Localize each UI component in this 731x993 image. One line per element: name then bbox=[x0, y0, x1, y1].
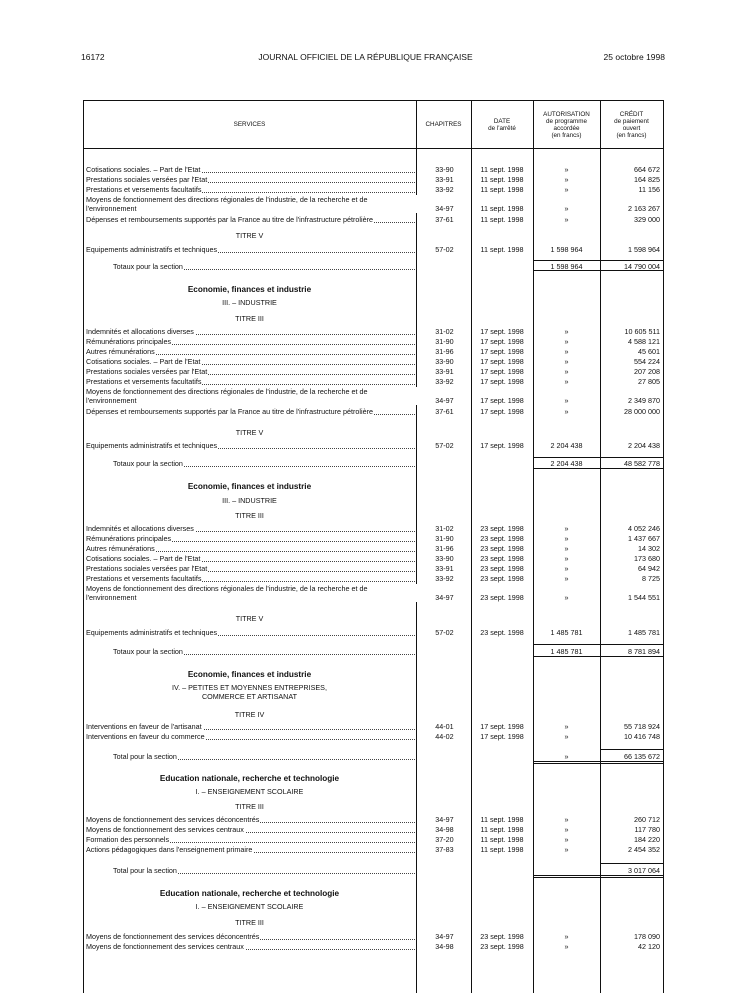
table-row bbox=[83, 195, 664, 214]
issue-date: 25 octobre 1998 bbox=[603, 52, 665, 62]
row-label: Equipements administratifs et techniques bbox=[86, 628, 218, 637]
autorisation-value: » bbox=[564, 396, 569, 405]
arrete-date: 17 sept. 1998 bbox=[480, 441, 524, 450]
row-label: Economie, finances et industrie bbox=[187, 670, 312, 679]
autorisation-value: » bbox=[564, 524, 569, 533]
arrete-date: 23 sept. 1998 bbox=[480, 564, 524, 573]
total-double-rule bbox=[600, 761, 663, 764]
total-rule bbox=[600, 656, 663, 657]
table-row bbox=[83, 564, 664, 574]
chapter-code: 31-90 bbox=[435, 337, 454, 346]
chapter-code: 33-90 bbox=[435, 165, 454, 174]
table-row bbox=[83, 357, 664, 367]
autorisation-value: » bbox=[564, 732, 569, 741]
row-label: Totaux pour la section bbox=[113, 262, 183, 271]
row-label: Rémunérations principales bbox=[86, 534, 172, 543]
credit-value: 10 416 748 bbox=[624, 732, 660, 741]
autorisation-value: » bbox=[564, 544, 569, 553]
journal-title: JOURNAL OFFICIEL DE LA RÉPUBLIQUE FRANÇAISE bbox=[258, 52, 473, 62]
section-heading bbox=[83, 889, 664, 899]
credit-value: 14 790 004 bbox=[624, 262, 660, 271]
chapter-code: 31-02 bbox=[435, 327, 454, 336]
chapter-code: 33-91 bbox=[435, 367, 454, 376]
header-date: DATE de l'arrêté bbox=[488, 117, 516, 132]
table-body bbox=[83, 101, 664, 993]
table-row bbox=[83, 835, 664, 845]
arrete-date: 23 sept. 1998 bbox=[480, 932, 524, 941]
autorisation-value: » bbox=[564, 932, 569, 941]
autorisation-value: » bbox=[564, 722, 569, 731]
autorisation-value: » bbox=[564, 367, 569, 376]
total-rule bbox=[600, 260, 663, 261]
chapter-code: 33-91 bbox=[435, 175, 454, 184]
row-label: Prestations sociales versées par l'Etat bbox=[86, 564, 208, 573]
row-label: TITRE III bbox=[235, 918, 264, 927]
autorisation-value: » bbox=[564, 835, 569, 844]
credit-value: 4 588 121 bbox=[628, 337, 660, 346]
row-label: Dépenses et remboursements supportés par la France au titre de l'infrastructure pétrolière bbox=[86, 407, 374, 416]
row-label: Formation des personnels bbox=[86, 835, 170, 844]
table-row bbox=[83, 584, 664, 603]
row-label: Prestations sociales versées par l'Etat bbox=[86, 175, 208, 184]
credit-value: 173 680 bbox=[634, 554, 660, 563]
row-label: Dépenses et remboursements supportés par la France au titre de l'infrastructure pétrolière bbox=[86, 215, 374, 224]
row-label: Autres rémunérations bbox=[86, 347, 155, 356]
arrete-date: 23 sept. 1998 bbox=[480, 544, 524, 553]
arrete-date: 23 sept. 1998 bbox=[480, 593, 524, 602]
total-rule bbox=[600, 863, 663, 864]
credit-value: 14 302 bbox=[638, 544, 660, 553]
autorisation-value: 1 598 964 bbox=[550, 262, 583, 271]
row-label: Education nationale, recherche et technologie bbox=[159, 889, 340, 898]
chapter-code: 33-90 bbox=[435, 357, 454, 366]
row-label: TITRE IV bbox=[234, 710, 265, 719]
autorisation-value: 2 204 438 bbox=[550, 459, 583, 468]
section-heading bbox=[83, 298, 664, 308]
row-label: III. – INDUSTRIE bbox=[222, 298, 277, 307]
chapter-code: 33-90 bbox=[435, 554, 454, 563]
chapter-code: 44-01 bbox=[435, 722, 454, 731]
chapter-code: 37-61 bbox=[435, 215, 454, 224]
credit-value: 66 135 672 bbox=[624, 752, 660, 761]
row-label: Moyens de fonctionnement des services déconcentrés bbox=[86, 932, 260, 941]
row-label: Prestations et versements facultatifs bbox=[86, 574, 202, 583]
credit-value: 1 544 551 bbox=[628, 593, 660, 602]
chapter-code: 57-02 bbox=[435, 245, 454, 254]
header-credit: CRÉDIT de paiement ouvert (en francs) bbox=[614, 110, 649, 139]
chapter-code: 44-02 bbox=[435, 732, 454, 741]
total-rule bbox=[533, 270, 600, 271]
credit-value: 1 485 781 bbox=[628, 628, 660, 637]
arrete-date: 17 sept. 1998 bbox=[480, 327, 524, 336]
total-rule bbox=[533, 260, 600, 261]
table-row bbox=[83, 441, 664, 451]
total-double-rule bbox=[533, 761, 600, 764]
row-label: COMMERCE ET ARTISANAT bbox=[201, 692, 298, 701]
chapter-code: 34-97 bbox=[435, 204, 454, 213]
chapter-code: 37-61 bbox=[435, 407, 454, 416]
credit-value: 55 718 924 bbox=[624, 722, 660, 731]
row-label: Indemnités et allocations diverses bbox=[86, 524, 194, 533]
table-row bbox=[83, 185, 664, 195]
row-label: Rémunérations principales bbox=[86, 337, 172, 346]
row-label: Cotisations sociales. – Part de l'Etat bbox=[86, 165, 201, 174]
row-label: Moyens de fonctionnement des directions régionales de l'industrie, de la recherche et de l'environnement bbox=[86, 387, 417, 405]
row-label: Indemnités et allocations diverses bbox=[86, 327, 194, 336]
row-label: Prestations sociales versées par l'Etat bbox=[86, 367, 208, 376]
total-rule bbox=[600, 749, 663, 750]
row-label: TITRE V bbox=[235, 231, 264, 240]
credit-value: 48 582 778 bbox=[624, 459, 660, 468]
chapter-code: 31-96 bbox=[435, 347, 454, 356]
chapter-code: 31-90 bbox=[435, 534, 454, 543]
credit-value: 260 712 bbox=[634, 815, 660, 824]
table-row bbox=[83, 165, 664, 175]
row-label: Total pour la section bbox=[113, 866, 177, 875]
arrete-date: 11 sept. 1998 bbox=[480, 215, 524, 224]
table-row bbox=[83, 722, 664, 732]
table-row bbox=[83, 337, 664, 347]
total-rule bbox=[533, 644, 600, 645]
row-label: Moyens de fonctionnement des services centraux bbox=[86, 825, 244, 834]
table-row bbox=[83, 845, 664, 855]
autorisation-value: » bbox=[564, 554, 569, 563]
table-row bbox=[83, 554, 664, 564]
section-heading bbox=[83, 802, 664, 812]
credit-value: 1 437 667 bbox=[628, 534, 660, 543]
table-row bbox=[83, 377, 664, 387]
credit-value: 664 672 bbox=[634, 165, 660, 174]
table-row bbox=[83, 942, 664, 952]
credit-value: 2 349 870 bbox=[628, 396, 660, 405]
credit-value: 164 825 bbox=[634, 175, 660, 184]
row-label: Moyens de fonctionnement des services centraux bbox=[86, 942, 244, 951]
row-label: Interventions en faveur de l'artisanat bbox=[86, 722, 202, 731]
row-label: TITRE III bbox=[235, 802, 264, 811]
credit-value: 2 454 352 bbox=[628, 845, 660, 854]
arrete-date: 11 sept. 1998 bbox=[480, 204, 524, 213]
row-label: TITRE V bbox=[235, 428, 264, 437]
chapter-code: 57-02 bbox=[435, 628, 454, 637]
row-label: I. – ENSEIGNEMENT SCOLAIRE bbox=[195, 902, 304, 911]
row-label: Actions pédagogiques dans l'enseignement primaire bbox=[86, 845, 253, 854]
section-heading bbox=[83, 482, 664, 492]
table-row bbox=[83, 367, 664, 377]
autorisation-value: » bbox=[564, 215, 569, 224]
autorisation-value: » bbox=[564, 845, 569, 854]
arrete-date: 17 sept. 1998 bbox=[480, 732, 524, 741]
row-label: Autres rémunérations bbox=[86, 544, 155, 553]
arrete-date: 17 sept. 1998 bbox=[480, 407, 524, 416]
section-heading bbox=[83, 614, 664, 624]
row-label: Moyens de fonctionnement des directions régionales de l'industrie, de la recherche et de l'environnement bbox=[86, 195, 417, 213]
autorisation-value: » bbox=[564, 534, 569, 543]
total-rule bbox=[600, 457, 663, 458]
arrete-date: 17 sept. 1998 bbox=[480, 357, 524, 366]
arrete-date: 23 sept. 1998 bbox=[480, 574, 524, 583]
credit-value: 329 000 bbox=[634, 215, 660, 224]
autorisation-value: » bbox=[564, 752, 569, 761]
table-row bbox=[83, 815, 664, 825]
total-double-rule bbox=[600, 875, 663, 878]
total-rule bbox=[600, 468, 663, 469]
section-heading bbox=[83, 670, 664, 680]
row-label: Cotisations sociales. – Part de l'Etat bbox=[86, 357, 201, 366]
credit-value: 207 208 bbox=[634, 367, 660, 376]
section-heading bbox=[83, 511, 664, 521]
autorisation-value: » bbox=[564, 825, 569, 834]
arrete-date: 23 sept. 1998 bbox=[480, 942, 524, 951]
table-row bbox=[83, 628, 664, 638]
total-rule bbox=[533, 468, 600, 469]
autorisation-value: » bbox=[564, 347, 569, 356]
arrete-date: 17 sept. 1998 bbox=[480, 367, 524, 376]
row-label: Economie, finances et industrie bbox=[187, 482, 312, 491]
credit-value: 1 598 964 bbox=[628, 245, 660, 254]
autorisation-value: » bbox=[564, 377, 569, 386]
table-row bbox=[83, 534, 664, 544]
chapter-code: 33-91 bbox=[435, 564, 454, 573]
autorisation-value: 2 204 438 bbox=[550, 441, 583, 450]
credit-value: 117 780 bbox=[634, 825, 660, 834]
autorisation-value: » bbox=[564, 564, 569, 573]
arrete-date: 11 sept. 1998 bbox=[480, 835, 524, 844]
table-row bbox=[83, 732, 664, 742]
autorisation-value: » bbox=[564, 337, 569, 346]
row-label: Moyens de fonctionnement des services déconcentrés bbox=[86, 815, 260, 824]
section-heading bbox=[83, 710, 664, 720]
credit-value: 554 224 bbox=[634, 357, 660, 366]
credit-value: 28 000 000 bbox=[624, 407, 660, 416]
row-label: Prestations et versements facultatifs bbox=[86, 377, 202, 386]
autorisation-value: » bbox=[564, 204, 569, 213]
autorisation-value: » bbox=[564, 574, 569, 583]
arrete-date: 11 sept. 1998 bbox=[480, 165, 524, 174]
autorisation-value: » bbox=[564, 357, 569, 366]
header-autorisation: AUTORISATION de programme accordée (en francs) bbox=[543, 110, 590, 139]
autorisation-value: » bbox=[564, 327, 569, 336]
table-row bbox=[83, 215, 664, 225]
credit-value: 178 090 bbox=[634, 932, 660, 941]
total-double-rule bbox=[533, 875, 600, 878]
header-services: SERVICES bbox=[233, 121, 266, 128]
row-label: Equipements administratifs et techniques bbox=[86, 441, 218, 450]
table-row bbox=[83, 544, 664, 554]
section-heading bbox=[83, 496, 664, 506]
row-label: Interventions en faveur du commerce bbox=[86, 732, 205, 741]
row-label: III. – INDUSTRIE bbox=[222, 496, 277, 505]
chapter-code: 33-92 bbox=[435, 574, 454, 583]
autorisation-value: 1 485 781 bbox=[550, 628, 583, 637]
row-label: Totaux pour la section bbox=[113, 459, 183, 468]
total-rule bbox=[533, 656, 600, 657]
row-label: TITRE III bbox=[235, 314, 264, 323]
row-label: Moyens de fonctionnement des directions régionales de l'industrie, de la recherche et de l'environnement bbox=[86, 584, 417, 602]
credit-value: 27 805 bbox=[638, 377, 660, 386]
arrete-date: 11 sept. 1998 bbox=[480, 815, 524, 824]
arrete-date: 11 sept. 1998 bbox=[480, 845, 524, 854]
table-row bbox=[83, 175, 664, 185]
table-row bbox=[83, 407, 664, 417]
section-heading bbox=[83, 692, 664, 702]
table-row bbox=[83, 387, 664, 406]
section-heading bbox=[83, 231, 664, 241]
credit-value: 2 163 267 bbox=[628, 204, 660, 213]
row-label: Equipements administratifs et techniques bbox=[86, 245, 218, 254]
autorisation-value: » bbox=[564, 407, 569, 416]
row-label: Economie, finances et industrie bbox=[187, 285, 312, 294]
credits-table bbox=[83, 100, 664, 993]
table-row bbox=[83, 327, 664, 337]
chapter-code: 57-02 bbox=[435, 441, 454, 450]
arrete-date: 17 sept. 1998 bbox=[480, 347, 524, 356]
arrete-date: 11 sept. 1998 bbox=[480, 185, 524, 194]
chapter-code: 34-97 bbox=[435, 815, 454, 824]
autorisation-value: » bbox=[564, 185, 569, 194]
chapter-code: 34-97 bbox=[435, 593, 454, 602]
chapter-code: 34-98 bbox=[435, 942, 454, 951]
row-label: Total pour la section bbox=[113, 752, 177, 761]
autorisation-value: 1 598 964 bbox=[550, 245, 583, 254]
section-heading bbox=[83, 918, 664, 928]
chapter-code: 31-02 bbox=[435, 524, 454, 533]
chapter-code: 34-97 bbox=[435, 396, 454, 405]
chapter-code: 34-98 bbox=[435, 825, 454, 834]
section-heading bbox=[83, 787, 664, 797]
table-row bbox=[83, 932, 664, 942]
credit-value: 4 052 246 bbox=[628, 524, 660, 533]
page-number: 16172 bbox=[81, 52, 105, 62]
credit-value: 3 017 064 bbox=[628, 866, 660, 875]
chapter-code: 31-96 bbox=[435, 544, 454, 553]
row-label: Totaux pour la section bbox=[113, 647, 183, 656]
chapter-code: 33-92 bbox=[435, 377, 454, 386]
chapter-code: 34-97 bbox=[435, 932, 454, 941]
arrete-date: 23 sept. 1998 bbox=[480, 524, 524, 533]
credit-value: 10 605 511 bbox=[624, 327, 660, 336]
arrete-date: 23 sept. 1998 bbox=[480, 554, 524, 563]
autorisation-value: 1 485 781 bbox=[550, 647, 583, 656]
arrete-date: 11 sept. 1998 bbox=[480, 245, 524, 254]
row-label: TITRE V bbox=[235, 614, 264, 623]
row-label: Cotisations sociales. – Part de l'Etat bbox=[86, 554, 201, 563]
arrete-date: 23 sept. 1998 bbox=[480, 534, 524, 543]
autorisation-value: » bbox=[564, 165, 569, 174]
section-heading bbox=[83, 902, 664, 912]
section-heading bbox=[83, 314, 664, 324]
section-heading bbox=[83, 774, 664, 784]
chapter-code: 33-92 bbox=[435, 185, 454, 194]
table-row bbox=[83, 524, 664, 534]
table-row bbox=[83, 574, 664, 584]
autorisation-value: » bbox=[564, 175, 569, 184]
arrete-date: 23 sept. 1998 bbox=[480, 628, 524, 637]
total-rule bbox=[600, 270, 663, 271]
section-heading bbox=[83, 285, 664, 295]
table-row bbox=[83, 245, 664, 255]
arrete-date: 17 sept. 1998 bbox=[480, 377, 524, 386]
credit-value: 8 781 894 bbox=[628, 647, 660, 656]
credit-value: 2 204 438 bbox=[628, 441, 660, 450]
header-chapitres: CHAPITRES bbox=[425, 121, 462, 128]
arrete-date: 17 sept. 1998 bbox=[480, 337, 524, 346]
credit-value: 184 220 bbox=[634, 835, 660, 844]
autorisation-value: » bbox=[564, 593, 569, 602]
chapter-code: 37-20 bbox=[435, 835, 454, 844]
credit-value: 45 601 bbox=[638, 347, 660, 356]
row-label: IV. – PETITES ET MOYENNES ENTREPRISES, bbox=[172, 683, 327, 692]
autorisation-value: » bbox=[564, 942, 569, 951]
table-row bbox=[83, 825, 664, 835]
credit-value: 11 156 bbox=[638, 185, 660, 194]
chapter-code: 37-83 bbox=[435, 845, 454, 854]
arrete-date: 17 sept. 1998 bbox=[480, 396, 524, 405]
arrete-date: 17 sept. 1998 bbox=[480, 722, 524, 731]
total-rule bbox=[600, 644, 663, 645]
total-rule bbox=[533, 457, 600, 458]
arrete-date: 11 sept. 1998 bbox=[480, 175, 524, 184]
table-row bbox=[83, 347, 664, 357]
row-label: TITRE III bbox=[235, 511, 264, 520]
row-label: I. – ENSEIGNEMENT SCOLAIRE bbox=[195, 787, 304, 796]
section-heading bbox=[83, 428, 664, 438]
row-label: Prestations et versements facultatifs bbox=[86, 185, 202, 194]
autorisation-value: » bbox=[564, 815, 569, 824]
arrete-date: 11 sept. 1998 bbox=[480, 825, 524, 834]
credit-value: 64 942 bbox=[638, 564, 660, 573]
credit-value: 8 725 bbox=[642, 574, 660, 583]
credit-value: 42 120 bbox=[638, 942, 660, 951]
row-label: Education nationale, recherche et technologie bbox=[159, 774, 340, 783]
